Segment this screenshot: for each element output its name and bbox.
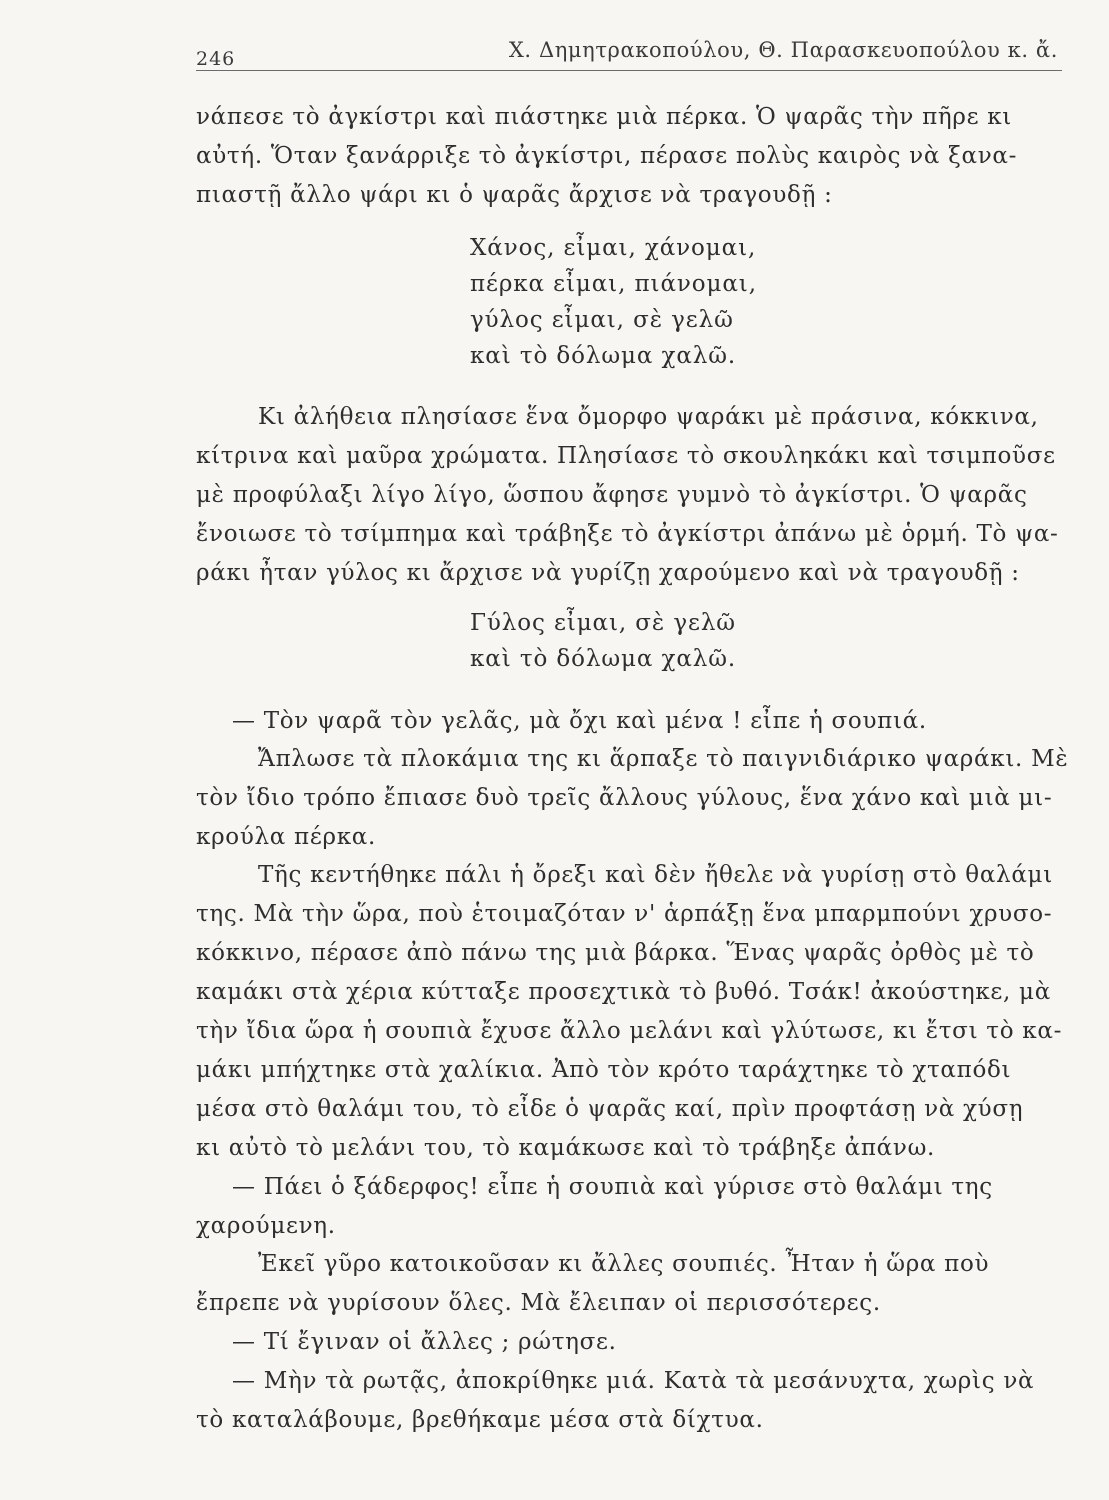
text-line: μέσα στὸ θαλάμι του, τὸ εἶδε ὁ ψαρᾶς καί, πρὶν προφτάσῃ νὰ χύσῃ <box>196 1096 1024 1122</box>
page-header <box>196 36 1062 71</box>
text-line: κίτρινα καὶ μαῦρα χρώματα. Πλησίασε τὸ σκουληκάκι καὶ τσιμποῦσε <box>196 443 1056 469</box>
text-line: Ἐκεῖ γῦρο κατοικοῦσαν κι ἄλλες σουπιές. Ἦταν ἡ ὥρα ποὺ <box>258 1251 990 1277</box>
text-line: ἔπρεπε νὰ γυρίσουν ὅλες. Μὰ ἔλειπαν οἱ περισσότερες. <box>196 1290 881 1316</box>
text-line: καμάκι στὰ χέρια κύτταξε προσεχτικὰ τὸ βυθό. Τσάκ! ἀκούστηκε, μὰ <box>196 979 1051 1005</box>
text-line: — Τὸν ψαρᾶ τὸν γελᾶς, μὰ ὄχι καὶ μένα ! εἶπε ἡ σουπιά. <box>232 708 927 734</box>
page-number: 246 <box>196 48 236 70</box>
verse-line: Γύλος εἶμαι, σὲ γελῶ <box>470 610 736 636</box>
verse-line: καὶ τὸ δόλωμα χαλῶ. <box>470 646 737 672</box>
text-line: μάκι μπήχτηκε στὰ χαλίκια. Ἀπὸ τὸν κρότο ταράχτηκε τὸ χταπόδι <box>196 1057 1012 1083</box>
text-line: — Πάει ὁ ξάδερφος! εἶπε ἡ σουπιὰ καὶ γύρισε στὸ θαλάμι της <box>232 1174 993 1200</box>
text-line: ἔνοιωσε τὸ τσίμπημα καὶ τράβηξε τὸ ἀγκίστρι ἀπάνω μὲ ὁρμή. Τὸ ψα- <box>196 521 1059 547</box>
text-line: τὸ καταλάβουμε, βρεθήκαμε μέσα στὰ δίχτυα. <box>196 1407 764 1433</box>
text-line: κρούλα πέρκα. <box>196 824 377 850</box>
text-line: — Τί ἔγιναν οἱ ἄλλες ; ρώτησε. <box>232 1329 617 1355</box>
text-line: της. Μὰ τὴν ὥρα, ποὺ ἑτοιμαζόταν ν' ἁρπάξῃ ἕνα μπαρμπούνι χρυσο- <box>196 901 1053 927</box>
text-line: ράκι ἦταν γύλος κι ἄρχισε νὰ γυρίζῃ χαρούμενο καὶ νὰ τραγουδῇ : <box>196 560 1020 586</box>
text-line: τὸν ἴδιο τρόπο ἔπιασε δυὸ τρεῖς ἄλλους γύλους, ἕνα χάνο καὶ μιὰ μι- <box>196 785 1053 811</box>
text-line: κόκκινο, πέρασε ἀπὸ πάνω της μιὰ βάρκα. Ἕνας ψαρᾶς ὀρθὸς μὲ τὸ <box>196 940 1035 966</box>
verse-line: Χάνος, εἶμαι, χάνομαι, <box>470 235 757 261</box>
text-line: πιαστῇ ἄλλο ψάρι κι ὁ ψαρᾶς ἄρχισε νὰ τραγουδῇ : <box>196 182 833 208</box>
text-line: χαρούμενη. <box>196 1213 336 1239</box>
text-line: Κι ἀλήθεια πλησίασε ἕνα ὄμορφο ψαράκι μὲ πράσινα, κόκκινα, <box>258 404 1039 430</box>
text-line: Ἄπλωσε τὰ πλοκάμια της κι ἅρπαξε τὸ παιγνιδιάρικο ψαράκι. Μὲ <box>258 746 1069 772</box>
text-line: τὴν ἴδια ὥρα ἡ σουπιὰ ἔχυσε ἄλλο μελάνι καὶ γλύτωσε, κι ἔτσι τὸ κα- <box>196 1018 1063 1044</box>
text-line: — Μὴν τὰ ρωτᾷς, ἀποκρίθηκε μιά. Κατὰ τὰ μεσάνυχτα, χωρὶς νὰ <box>232 1368 1035 1394</box>
text-line: αὐτή. Ὅταν ξανάρριξε τὸ ἀγκίστρι, πέρασε πολὺς καιρὸς νὰ ξανα- <box>196 143 1018 169</box>
text-line: κι αὐτὸ τὸ μελάνι του, τὸ καμάκωσε καὶ τὸ τράβηξε ἀπάνω. <box>196 1135 936 1161</box>
verse-line: γύλος εἶμαι, σὲ γελῶ <box>470 307 734 333</box>
text-line: Τῆς κεντήθηκε πάλι ἡ ὄρεξι καὶ δὲν ἤθελε νὰ γυρίσῃ στὸ θαλάμι <box>258 862 1053 888</box>
verse-line: καὶ τὸ δόλωμα χαλῶ. <box>470 343 737 369</box>
text-line: νάπεσε τὸ ἀγκίστρι καὶ πιάστηκε μιὰ πέρκα. Ὁ ψαρᾶς τὴν πῆρε κι <box>196 104 1013 130</box>
running-head: Χ. Δημητρακοπούλου, Θ. Παρασκευοπούλου κ. ἄ. <box>508 38 1058 62</box>
text-line: μὲ προφύλαξι λίγο λίγο, ὥσπου ἄφησε γυμνὸ τὸ ἀγκίστρι. Ὁ ψαρᾶς <box>196 482 1028 508</box>
verse-line: πέρκα εἶμαι, πιάνομαι, <box>470 271 757 297</box>
